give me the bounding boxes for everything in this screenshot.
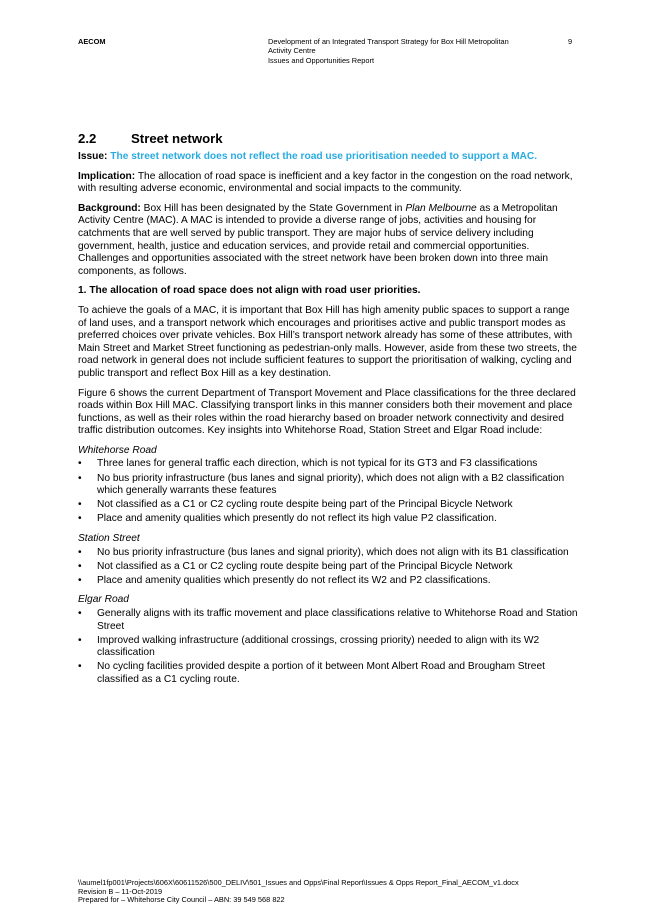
road-subheading: Whitehorse Road (78, 444, 157, 456)
background-paragraph (78, 203, 578, 279)
list-item-text: Improved walking infrastructure (additional crossings, crossing priority) needed to align with its W2 classification (97, 634, 540, 659)
road-bullet-list (78, 458, 578, 525)
bullet-icon: • (78, 458, 82, 470)
list-item (78, 499, 578, 512)
section-title: Street network (131, 131, 223, 146)
header-title (268, 37, 548, 65)
footer-revision: Revision B – 11-Oct-2019 (78, 886, 163, 896)
bullet-icon: • (78, 499, 82, 511)
list-item (78, 547, 578, 560)
road-bullet-list (78, 608, 578, 687)
road-subheading: Station Street (78, 532, 140, 544)
footer-prepared: Prepared for – Whitehorse City Council – ABN: 39 549 568 822 (78, 895, 285, 905)
road-subheading: Elgar Road (78, 594, 129, 606)
implication-paragraph (78, 171, 578, 196)
list-item-text: Three lanes for general traffic each direction, which is not typical for its GT3 and F3 classifications (97, 458, 538, 470)
list-item-text: Place and amenity qualities which presently do not reflect its high value P2 classification. (97, 513, 497, 525)
list-item-text: No cycling facilities provided despite a portion of it between Mont Albert Road and Brougham Street classified as a C1 cycling route. (97, 661, 545, 685)
implication-text: The allocation of road space is inefficient and a key factor in the congestion on the road network, with resulting adverse economic, environmental and social impacts to the community. (78, 170, 573, 195)
background-label: Background: (78, 202, 141, 214)
bullet-icon: • (78, 661, 82, 673)
header-title-line: Activity Centre (268, 46, 316, 56)
header-company: AECOM (78, 37, 106, 46)
page-number: 9 (568, 37, 573, 46)
component-paragraph-1: To achieve the goals of a MAC, it is important that Box Hill has high amenity public spaces to support a range of land uses, and a transport network which encourages and prioritises active and public transport modes as preferred choices over private vehicles. Box Hill’s transport network already has some of these attributes, with Main Street and Market Street functioning as pedestrian-only malls. However, aside from these two streets, the road network in general does not include sufficient features to support the prioritisation of walking, cycling and public transport and reflect Box Hill as a key destination. (78, 304, 577, 379)
list-item (78, 458, 578, 471)
bullet-icon: • (78, 634, 82, 646)
list-item (78, 661, 578, 686)
footer-path: \\aumel1fp001\Projects\606X\60611526\500_DELIV\501_Issues and Opps\Final Report\Issues & Opps Report_Final_AECOM_v1.docx (78, 878, 519, 887)
section-heading (78, 131, 578, 147)
background-text-after: as a Metropolitan Activity Centre (MAC). A MAC is intended to provide a diverse range of jobs, activities and housing for catchments that are well served by public transport. They are major hubs of service delivery including government, health, justice and education services, and provide retail and commercial opportunities. Challenges and opportunities associated with the street network have been broken down into three main components, as follows. (78, 202, 558, 277)
list-item (78, 608, 578, 633)
road-bullet-list (78, 547, 578, 588)
background-italic: Plan Melbourne (405, 202, 477, 214)
bullet-icon: • (78, 607, 82, 619)
component-heading: 1. The allocation of road space does not align with road user priorities. (78, 285, 421, 297)
list-item-text: Not classified as a C1 or C2 cycling route despite being part of the Principal Bicycle Network (97, 499, 513, 511)
issue-label: Issue: (78, 151, 108, 162)
bullet-icon: • (78, 546, 82, 558)
implication-label: Implication: (78, 170, 136, 182)
list-item-text: No bus priority infrastructure (bus lanes and signal priority), which does not align with a B2 classification which generally warrants these features (97, 472, 565, 497)
main-content (78, 131, 578, 693)
bullet-icon: • (78, 560, 82, 572)
bullet-icon: • (78, 472, 82, 484)
list-item-text: Generally aligns with its traffic movement and place classifications relative to Whitehorse Road and Station Street (97, 607, 578, 632)
background-text-before: Box Hill has been designated by the State Government in (143, 202, 403, 214)
list-item (78, 513, 578, 526)
list-item (78, 575, 578, 588)
bullet-icon: • (78, 574, 82, 586)
list-item (78, 635, 578, 660)
header-title-line: Issues and Opportunities Report (268, 55, 374, 65)
page-footer (78, 879, 519, 905)
list-item-text: No bus priority infrastructure (bus lanes and signal priority), which does not align with its B1 classification (97, 546, 569, 558)
issue-paragraph (78, 151, 578, 164)
section-number: 2.2 (78, 131, 97, 146)
component-paragraph-2: Figure 6 shows the current Department of Transport Movement and Place classifications for the three declared roads within Box Hill MAC. Classifying transport links in this manner considers both their movement and place functions, as well as their roles within the road hierarchy based on broader network connectivity and desired traffic distribution outcomes. Key insights into Whitehorse Road, Station Street and Elgar Road include: (78, 387, 576, 437)
list-item-text: Not classified as a C1 or C2 cycling route despite being part of the Principal Bicycle Network (97, 560, 513, 572)
list-item (78, 473, 578, 498)
issue-text: The street network does not reflect the road use prioritisation needed to support a MAC. (110, 151, 538, 162)
list-item (78, 561, 578, 574)
bullet-icon: • (78, 513, 82, 525)
list-item-text: Place and amenity qualities which presently do not reflect its W2 and P2 classifications. (97, 574, 491, 586)
header-title-line: Development of an Integrated Transport Strategy for Box Hill Metropolitan (268, 37, 509, 46)
